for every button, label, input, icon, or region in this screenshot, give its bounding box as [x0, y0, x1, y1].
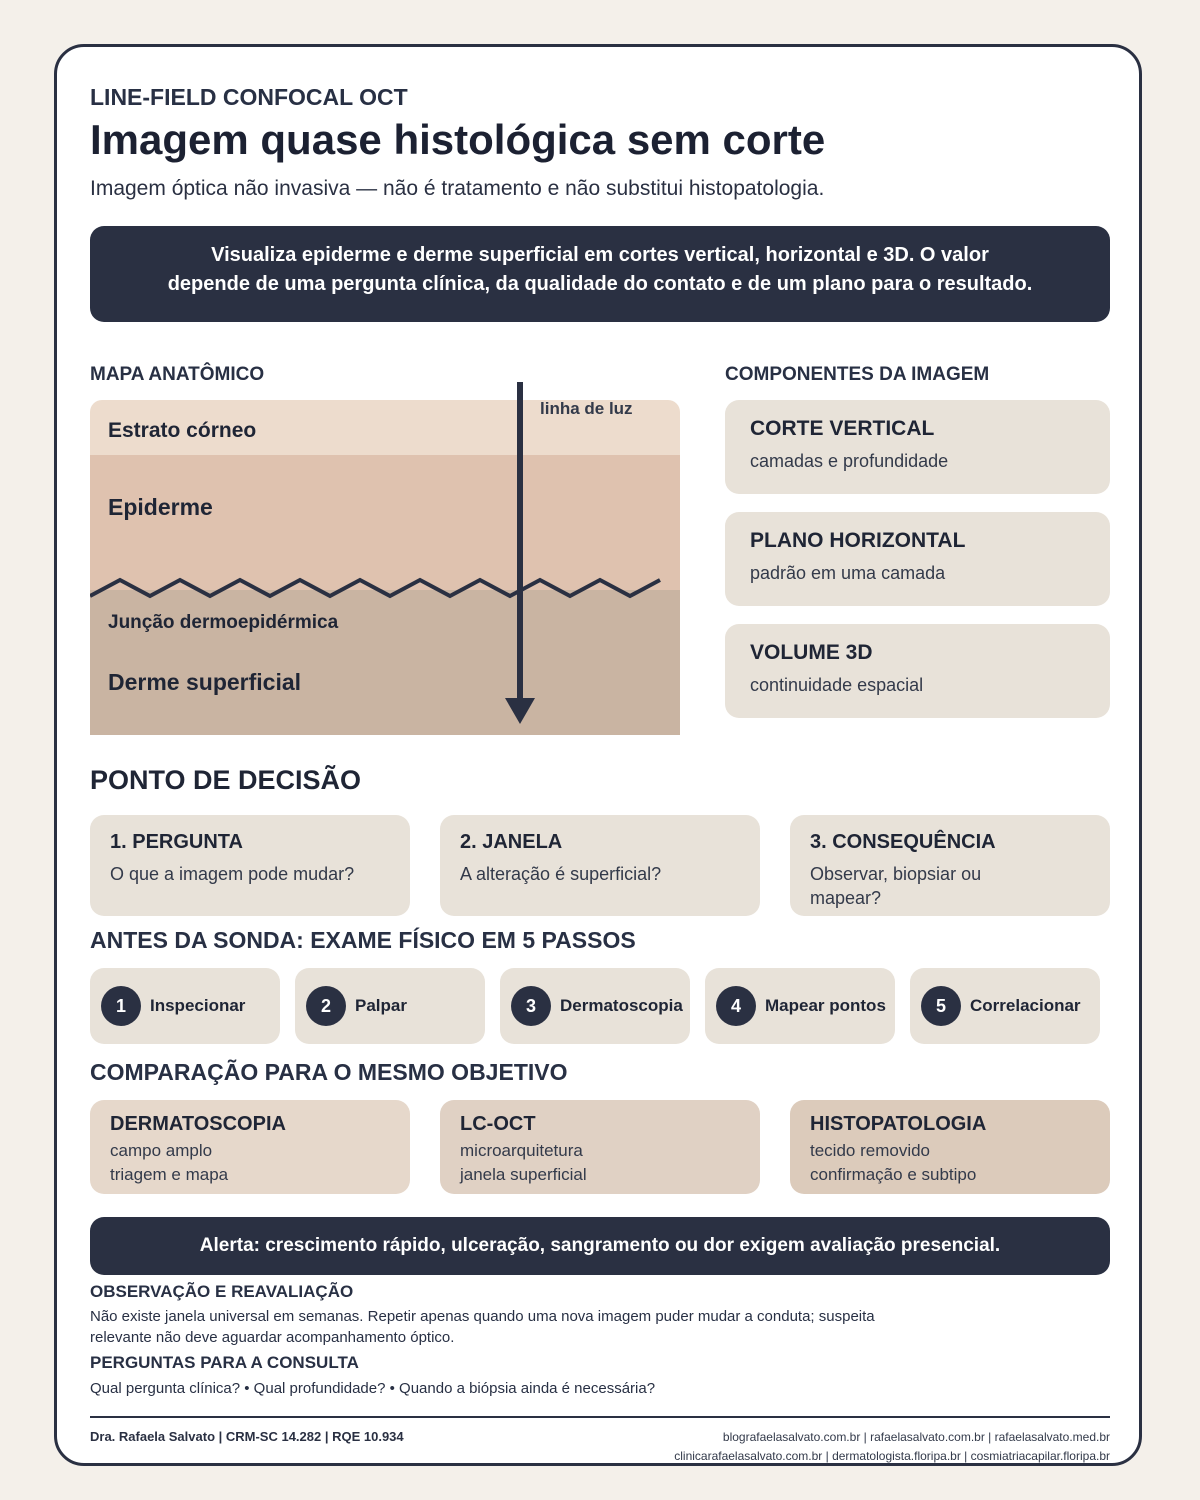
alert-banner: Alerta: crescimento rápido, ulceração, sangramento ou dor exigem avaliação presencial. [90, 1217, 1110, 1275]
step-label: Dermatoscopia [560, 996, 683, 1015]
page-title: Imagem quase histológica sem corte [90, 116, 826, 163]
decision-consequence-card [790, 815, 1110, 916]
eyebrow-label: LINE-FIELD CONFOCAL OCT [90, 84, 408, 110]
component-description: camadas e profundidade [750, 451, 949, 471]
footer-links-line-1: blografaelasalvato.com.br | rafaelasalvato.com.br | rafaelasalvato.med.br [722, 1430, 1110, 1444]
comparison-title: LC-OCT [460, 1113, 536, 1135]
comparison-line-1: tecido removido [810, 1141, 931, 1160]
decision-heading: PONTO DE DECISÃO [90, 765, 362, 795]
step-label: Palpar [355, 996, 407, 1015]
comparison-line-2: janela superficial [460, 1165, 587, 1184]
observation-text [90, 1306, 875, 1348]
comparison-line-1: campo amplo [110, 1141, 213, 1160]
component-description: padrão em uma camada [750, 563, 946, 583]
component-title: VOLUME 3D [750, 641, 873, 664]
component-title: PLANO HORIZONTAL [750, 529, 966, 552]
comparison-histopathology-card [790, 1100, 1110, 1194]
step-number-badge: 4 [716, 986, 756, 1026]
component-title: CORTE VERTICAL [750, 417, 935, 440]
decision-title: 1. PERGUNTA [110, 831, 243, 853]
step-number-badge: 3 [511, 986, 551, 1026]
comparison-line-2: triagem e mapa [110, 1165, 229, 1184]
decision-window-card [440, 815, 760, 916]
stratum-label: Estrato córneo [108, 419, 257, 442]
dermoepidermal-junction-line [90, 580, 660, 596]
observation-line-2: relevante não deve aguardar acompanhamento óptico. [90, 1329, 455, 1346]
comparison-title: HISTOPATOLOGIA [810, 1113, 987, 1135]
light-line-label: linha de luz [540, 399, 633, 418]
step-number-badge: 2 [306, 986, 346, 1026]
questions-text: Qual pergunta clínica? • Qual profundidade? • Quando a biópsia ainda é necessária? [90, 1380, 656, 1397]
footer-author: Dra. Rafaela Salvato | CRM-SC 14.282 | RQE 10.934 [90, 1429, 404, 1444]
summary-banner-line-1: Visualiza epiderme e derme superficial em cortes vertical, horizontal e 3D. O valor [211, 244, 989, 266]
step-label: Inspecionar [150, 996, 246, 1015]
step-number-badge: 1 [101, 986, 141, 1026]
comparison-line-2: confirmação e subtipo [810, 1165, 977, 1184]
components-heading: COMPONENTES DA IMAGEM [725, 364, 990, 385]
observation-line-1: Não existe janela universal em semanas. Repetir apenas quando uma nova imagem puder mudar a conduta; suspeita [90, 1308, 875, 1325]
step-dermoscopy [500, 968, 690, 1044]
steps-heading: ANTES DA SONDA: EXAME FÍSICO EM 5 PASSOS [90, 927, 636, 953]
epidermis-label: Epiderme [108, 494, 213, 520]
step-palpate [295, 968, 485, 1044]
decision-description: O que a imagem pode mudar? [110, 864, 355, 884]
step-label: Mapear pontos [765, 996, 886, 1015]
light-line-arrow-head [505, 698, 535, 724]
decision-title: 3. CONSEQUÊNCIA [810, 831, 996, 853]
decision-description: A alteração é superficial? [460, 864, 662, 884]
component-description: continuidade espacial [750, 675, 924, 695]
component-horizontal-plane [725, 512, 1110, 606]
decision-description: Observar, biopsiar ou mapear? [810, 864, 982, 908]
step-map-points [705, 968, 895, 1044]
step-inspect [90, 968, 280, 1044]
summary-banner-line-2: depende de uma pergunta clínica, da qualidade do contato e de um plano para o resultado. [167, 273, 1033, 295]
observation-heading: OBSERVAÇÃO E REAVALIAÇÃO [90, 1282, 354, 1301]
map-heading: MAPA ANATÔMICO [90, 364, 265, 385]
comparison-title: DERMATOSCOPIA [110, 1113, 286, 1135]
summary-banner [90, 226, 1110, 322]
decision-title: 2. JANELA [460, 831, 563, 853]
component-vertical-cut [725, 400, 1110, 494]
questions-heading: PERGUNTAS PARA A CONSULTA [90, 1353, 359, 1372]
footer-divider [90, 1416, 1110, 1418]
comparison-lcoct-card [440, 1100, 760, 1194]
page-subtitle: Imagem óptica não invasiva — não é tratamento e não substitui histopatologia. [90, 177, 825, 200]
comparison-line-1: microarquitetura [460, 1141, 583, 1160]
comparison-heading: COMPARAÇÃO PARA O MESMO OBJETIVO [90, 1059, 568, 1085]
step-number-badge: 5 [921, 986, 961, 1026]
component-3d-volume [725, 624, 1110, 718]
step-correlate [910, 968, 1100, 1044]
comparison-dermoscopy-card [90, 1100, 410, 1194]
decision-question-card [90, 815, 410, 916]
dermis-label: Derme superficial [108, 669, 302, 695]
step-label: Correlacionar [970, 996, 1081, 1015]
junction-label: Junção dermoepidérmica [108, 612, 339, 633]
footer-links-line-2: clinicarafaelasalvato.com.br | dermatologista.floripa.br | cosmiatriacapilar.floripa.br [674, 1449, 1110, 1463]
